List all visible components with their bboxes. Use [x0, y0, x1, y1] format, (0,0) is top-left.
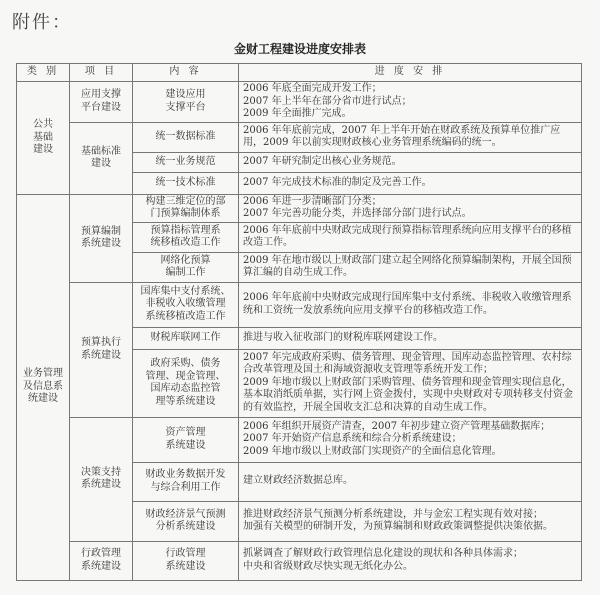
header-schedule: 进 度 安 排 [239, 64, 582, 82]
schedule-cell: 2006 年年底前中央财政完成现行预算指标管理系统向应用支撑平台的移植改造工作。 [239, 222, 582, 252]
project-cell: 行政管理 系统建设 [70, 541, 133, 580]
schedule-cell: 2007 年完成技术标准的制定及完善工作。 [239, 172, 582, 194]
content-cell: 行政管理 系统建设 [133, 541, 239, 580]
header-category: 类 别 [17, 64, 70, 82]
schedule-cell: 2006 年进一步清晰部门分类； 2007 年完善功能分类，并选择部分部门进行试点。 [239, 194, 582, 222]
content-cell: 统一业务规范 [133, 152, 239, 172]
schedule-cell: 抓紧调查了解财政行政管理信息化建设的现状和各种具体需求； 中央和省级财政尽快实现无纸化办公。 [239, 541, 582, 580]
content-cell: 财税库联网工作 [133, 327, 239, 349]
schedule-cell: 2006 年年底前中央财政完成现行国库集中支付系统、非税收入收缴管理系统和工资统一发放系统向应用支撑平台的移植改造工作。 [239, 282, 582, 327]
schedule-cell: 推进财政经济景气预测分析系统建设，并与金宏工程实现有效对接； 加强有关模型的研制开发，为预算编制和财政政策调整提供决策依据。 [239, 501, 582, 541]
table-row [17, 122, 582, 152]
project-cell: 预算执行 系统建设 [70, 282, 133, 417]
table-row [17, 194, 582, 222]
content-cell: 政府采购、债务 管理、现金管理、 国库动态监控管 理等系统建设 [133, 349, 239, 417]
content-cell: 国库集中支付系统、 非税收入收缴管理 系统移植改造工作 [133, 282, 239, 327]
attachment-label: 附件： [12, 12, 72, 33]
schedule-cell: 2007 年完成政府采购、债务管理、现金管理、国库动态监控管理、农村综合改革管理及国土和海域资源收支管理等系统开发工作； 2009 年地市级以上财政部门采购管理、债务管理和现金管理实现信息化，基本取消纸质单据，实行网上资金拨付，实现中央财政对专项转移支付资金的有效监控，开展全国收支汇总和决算的自动生成工作。 [239, 349, 582, 417]
schedule-cell: 2009 年在地市级以上财政部门建立起全网络化预算编制架构，开展全国预算汇编的自动生成工作。 [239, 252, 582, 282]
header-project: 项 目 [70, 64, 133, 82]
content-cell: 统一技术标准 [133, 172, 239, 194]
project-cell: 应用支撑 平台建设 [70, 82, 133, 123]
table-row [17, 541, 582, 580]
category-cell: 业务管理 及信息系 统建设 [17, 194, 70, 580]
content-cell: 预算指标管理系 统移植改造工作 [133, 222, 239, 252]
project-cell: 决策支持 系统建设 [70, 417, 133, 541]
content-cell: 财政经济景气预测 分析系统建设 [133, 501, 239, 541]
content-cell: 资产管理 系统建设 [133, 417, 239, 462]
schedule-cell: 2006 年底全面完成开发工作； 2007 年上半年在部分省市进行试点； 2009 年全面推广完成。 [239, 82, 582, 123]
schedule-cell: 2006 年年底前完成，2007 年上半年开始在财政系统及预算单位推广应用，2009 年以前实现财政核心业务管理系统编码的统一。 [239, 122, 582, 152]
content-cell: 建设应用 支撑平台 [133, 82, 239, 123]
category-cell: 公共 基础 建设 [17, 82, 70, 195]
table-row [17, 282, 582, 327]
content-cell: 构建三维定位的部 门预算编制体系 [133, 194, 239, 222]
content-cell: 财政业务数据开发 与综合利用工作 [133, 462, 239, 501]
table-row [17, 417, 582, 462]
schedule-table [16, 63, 582, 581]
schedule-cell: 建立财政经济数据总库。 [239, 462, 582, 501]
header-content: 内 容 [133, 64, 239, 82]
content-cell: 统一数据标准 [133, 122, 239, 152]
header-row [17, 64, 582, 82]
project-cell: 预算编制 系统建设 [70, 194, 133, 282]
schedule-cell: 推进与收入征收部门的财税库联网建设工作。 [239, 327, 582, 349]
schedule-cell: 2006 年组织开展资产清查，2007 年初步建立资产管理基础数据库； 2007 年开始资产信息系统和综合分析系统建设； 2009 年地市级以上财政部门实现资产的全面信息化管理。 [239, 417, 582, 462]
table-row [17, 82, 582, 123]
table-title: 金财工程建设进度安排表 [233, 42, 366, 56]
schedule-cell: 2007 年研究制定出核心业务规范。 [239, 152, 582, 172]
content-cell: 网络化预算 编制工作 [133, 252, 239, 282]
project-cell: 基础标准 建设 [70, 122, 133, 194]
